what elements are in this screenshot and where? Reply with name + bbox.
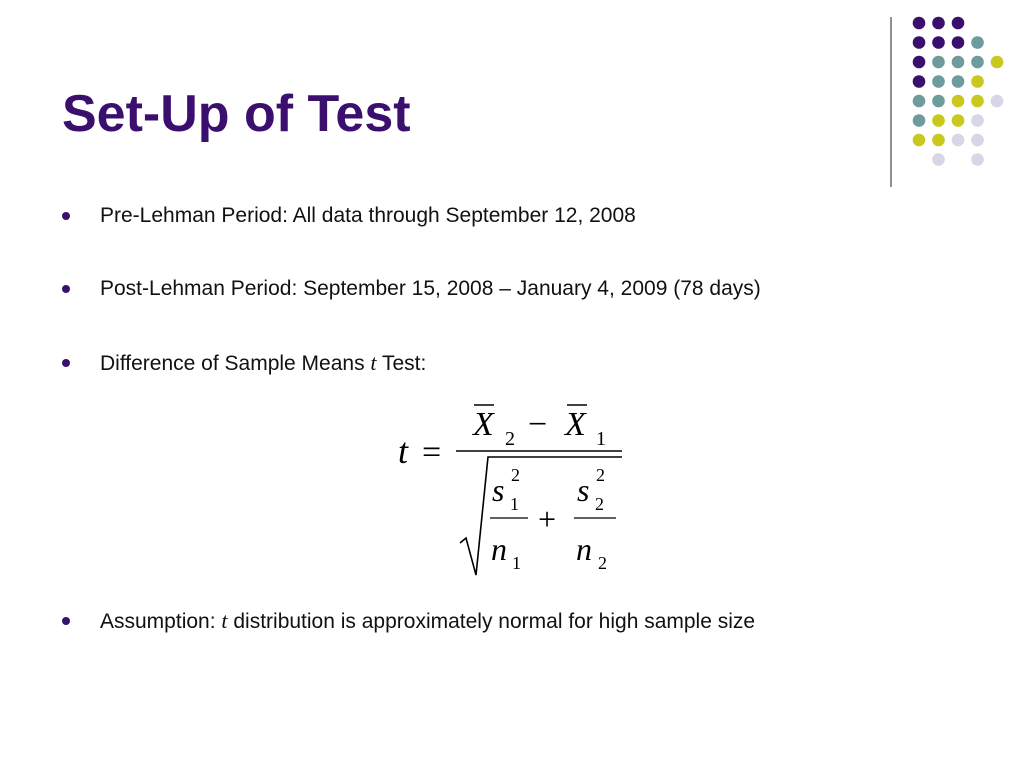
decorative-dot — [971, 56, 984, 69]
decorative-dot — [913, 95, 926, 108]
bullet-icon — [62, 617, 70, 625]
decorative-dot — [952, 56, 965, 69]
bullet-text: Post-Lehman Period: September 15, 2008 – January 4, 2009 (78 days) — [100, 277, 761, 300]
decorative-dot — [952, 134, 965, 147]
t-test-formula — [390, 395, 640, 585]
formula-xbar-2-sub: 2 — [505, 428, 515, 450]
formula-equals: = — [422, 434, 442, 471]
formula-s1-sup: 2 — [511, 465, 520, 485]
decorative-dot — [932, 134, 945, 147]
decorative-dot — [971, 36, 984, 49]
slide-title: Set-Up of Test — [62, 85, 411, 143]
bullet-icon — [62, 285, 70, 293]
decorative-dot — [991, 95, 1004, 108]
decorative-dot — [991, 56, 1004, 69]
formula-s1-sub: 1 — [510, 494, 519, 514]
decorative-dot — [952, 75, 965, 88]
bullet-item — [62, 350, 426, 376]
formula-s2-sup: 2 — [596, 465, 605, 485]
t-variable: t — [370, 350, 377, 375]
bullet-icon — [62, 359, 70, 367]
formula-n2: n — [576, 531, 592, 567]
formula-t: t — [398, 431, 409, 471]
bullet-item — [62, 277, 761, 301]
decorative-dot — [971, 95, 984, 108]
formula-n1-sub: 1 — [512, 553, 521, 573]
formula-n2-sub: 2 — [598, 553, 607, 573]
formula-xbar-1: X — [565, 406, 586, 443]
formula-xbar-2: X — [473, 406, 494, 443]
decorative-dot — [932, 56, 945, 69]
decorative-dot — [971, 153, 984, 166]
formula-n1: n — [491, 531, 507, 567]
decorative-dot — [932, 95, 945, 108]
decorative-dot — [932, 153, 945, 166]
formula-s2: s — [577, 472, 590, 508]
decorative-dot — [932, 17, 945, 30]
formula-minus: − — [528, 406, 548, 443]
decorative-dot — [952, 17, 965, 30]
bullet-text: Assumption: t distribution is approximately normal for high sample size — [100, 608, 756, 633]
decorative-dot — [952, 95, 965, 108]
formula-s1: s — [492, 472, 505, 508]
decorative-dot — [913, 17, 926, 30]
decorative-dot — [932, 75, 945, 88]
decorative-dot — [952, 114, 965, 127]
bullet-item — [62, 608, 755, 634]
t-variable: t — [221, 608, 228, 633]
decorative-dot — [913, 36, 926, 49]
bullet-icon — [62, 212, 70, 220]
decorative-dot — [971, 134, 984, 147]
formula-xbar-1-sub: 1 — [596, 428, 606, 450]
dot-grid — [913, 17, 1004, 166]
decorative-dot — [913, 114, 926, 127]
decorative-dot — [913, 56, 926, 69]
decorative-dot — [952, 36, 965, 49]
dot-grid-decoration — [0, 0, 1024, 200]
formula-s2-sub: 2 — [595, 494, 604, 514]
decorative-dot — [913, 134, 926, 147]
decorative-dot — [932, 114, 945, 127]
bullet-text: Difference of Sample Means t Test: — [100, 350, 427, 375]
decorative-dot — [932, 36, 945, 49]
decorative-dot — [971, 114, 984, 127]
decorative-dot — [913, 75, 926, 88]
bullet-item — [62, 204, 636, 228]
bullet-text: Pre-Lehman Period: All data through September 12, 2008 — [100, 204, 636, 227]
decorative-dot — [971, 75, 984, 88]
formula-plus: + — [538, 501, 557, 537]
